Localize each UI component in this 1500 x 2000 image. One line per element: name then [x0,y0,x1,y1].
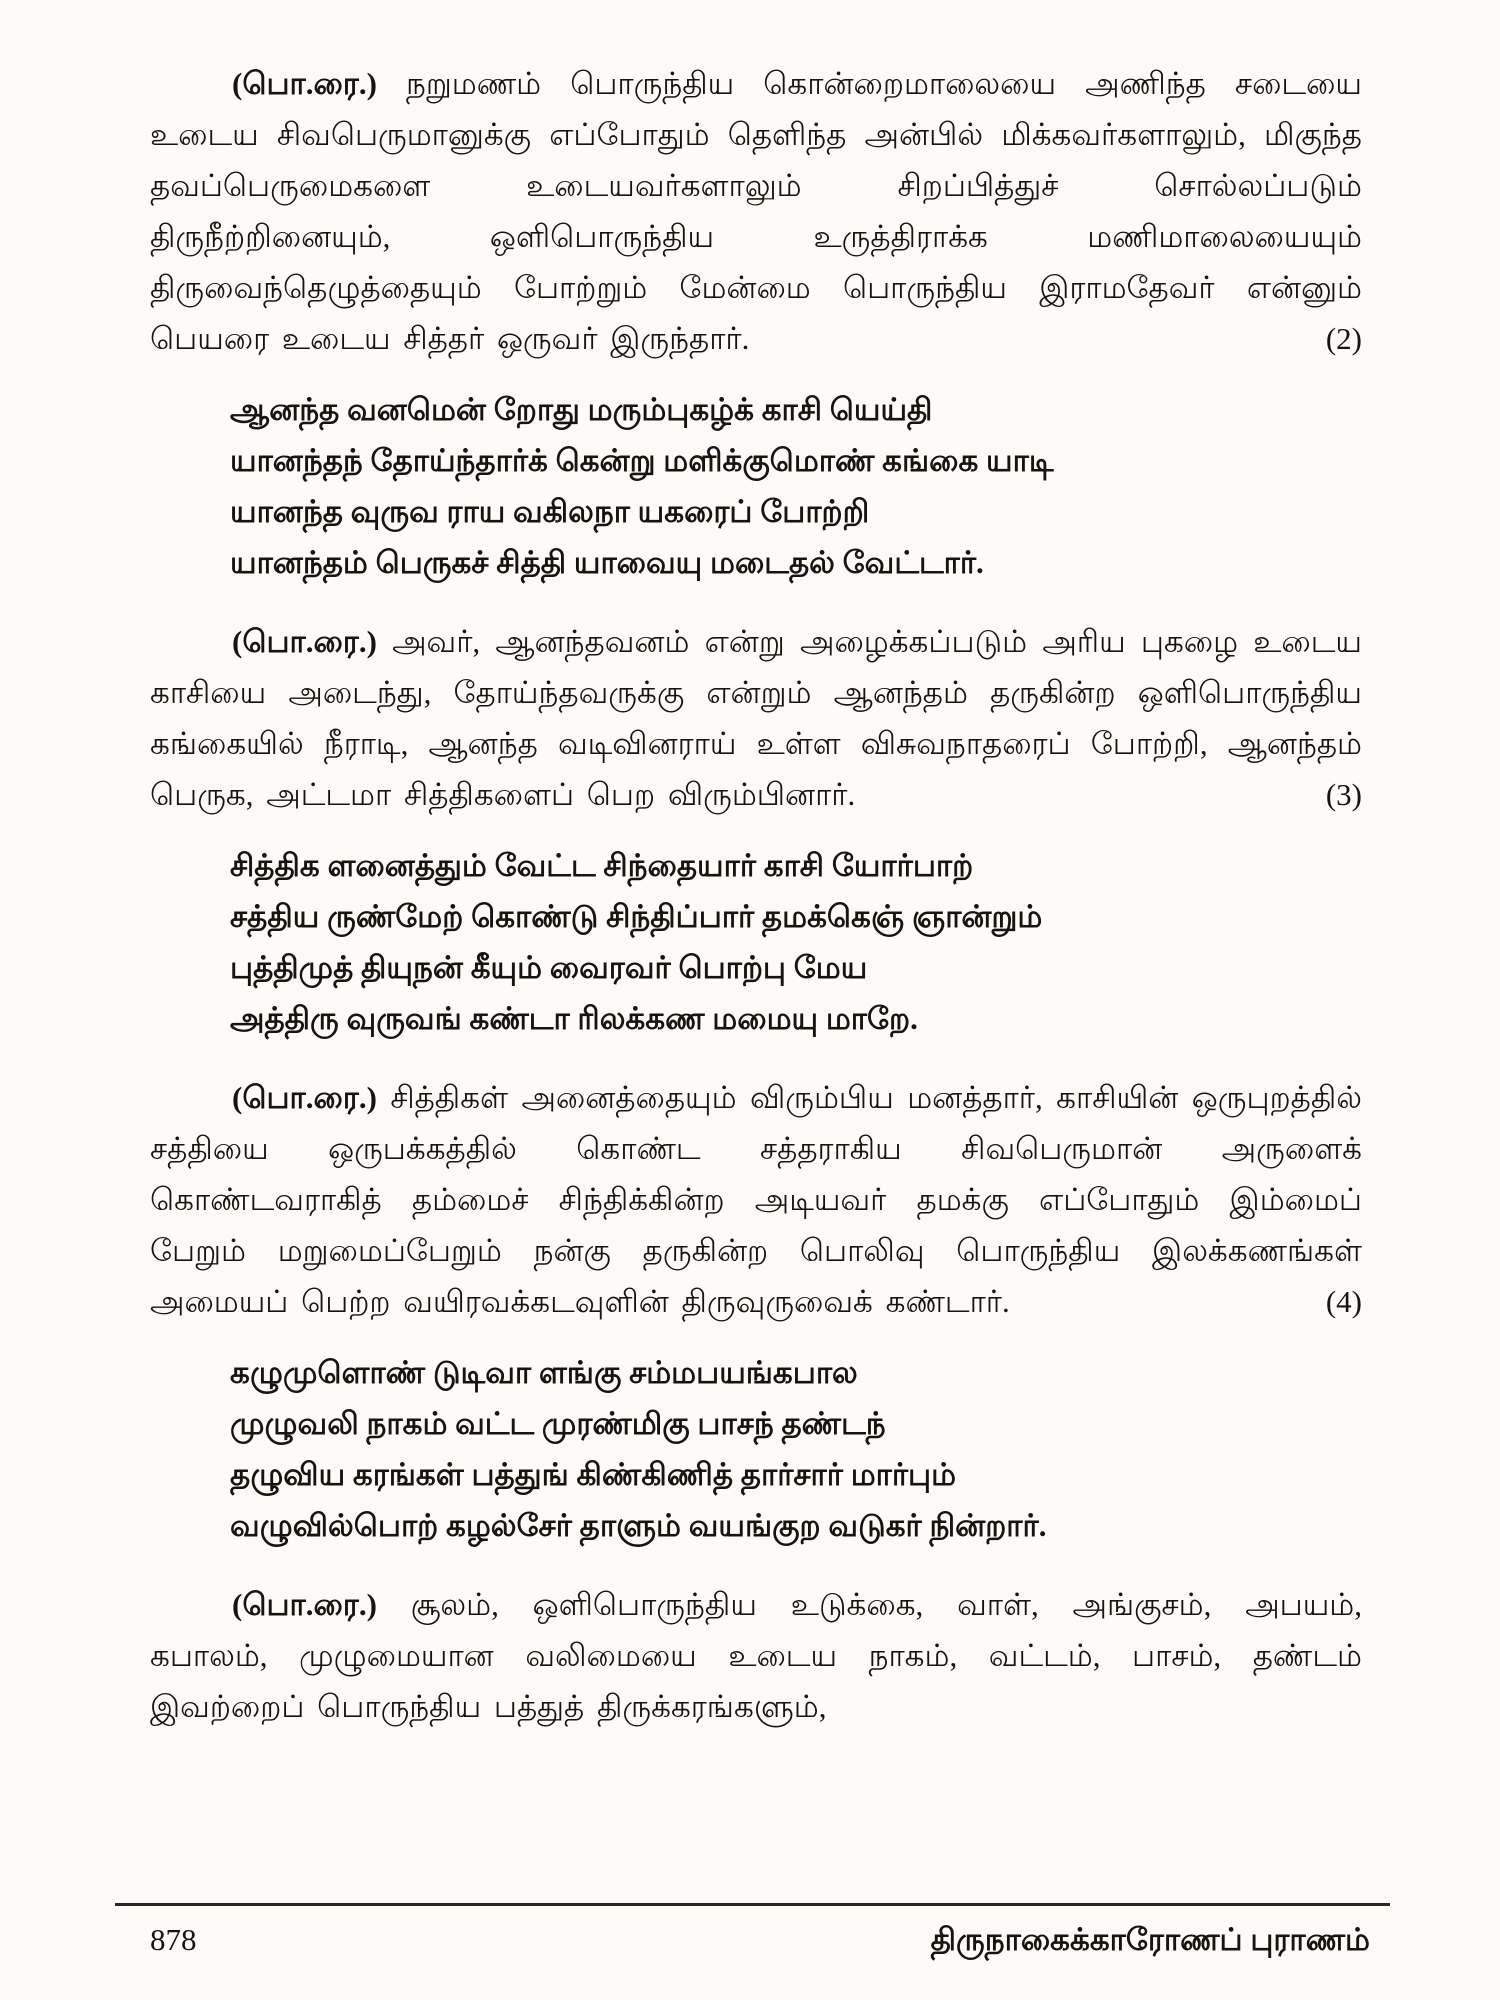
paragraph-text: அவர், ஆனந்தவனம் என்று அழைக்கப்படும் அரிய புகழை உடைய காசியை அடைந்து, தோய்ந்தவருக்கு என்றும் ஆனந்தம் தருகின்ற ஒளிபொருந்திய கங்கையில் நீராடி, ஆனந்த வடிவினராய் உள்ள விசுவநாதரைப் போற்றி, ஆனந்தம் பெருக, அட்டமா சித்திகளைப் பெற விரும்பினார். [150,624,1362,812]
paragraph-text: நறுமணம் பொருந்திய கொன்றைமாலையை அணிந்த சடையை உடைய சிவபெருமானுக்கு எப்போதும் தெளிந்த அன்பில் மிக்கவர்களாலும், மிகுந்த தவப்பெருமைகளை உடையவர்களாலும் சிறப்பித்துச் சொல்லப்படும் திருநீற்றினையும், ஒளிபொருந்திய உருத்திராக்க மணிமாலையையும் திருவைந்தெழுத்தையும் போற்றும் மேன்மை பொருந்திய இராமதேவர் என்னும் பெயரை உடைய சித்தர் ஒருவர் இருந்தார். [150,66,1362,356]
commentary-paragraph [150,1579,1362,1732]
paragraph-text: சூலம், ஒளிபொருந்திய உடுக்கை, வாள், அங்குசம், அபயம், கபாலம், முழுமையான வலிமையை உடைய நாகம், வட்டம், பாசம், தண்டம் இவற்றைப் பொருந்திய பத்துத் திருக்கரங்களும், [150,1587,1362,1724]
commentary-paragraph [150,1072,1362,1327]
verse-line: வழுவில்பொற் கழல்சேர் தாளும் வயங்குற வடுகர் நின்றார். [230,1508,1047,1543]
verse-line: கழுமுளொண் டுடிவா ளங்கு சம்மபயங்கபால [230,1355,858,1390]
page-number: 878 [150,1922,197,1957]
verse-line: முழுவலி நாகம் வட்ட முரண்மிகு பாசந் தண்டந் [230,1406,886,1441]
verse-number: (2) [1325,321,1362,356]
verse-line: அத்திரு வுருவங் கண்டா ரிலக்கண மமையு மாறே. [230,1001,918,1036]
verse-number: (4) [1325,1284,1362,1319]
commentary-label: (பொ.ரை.) [232,66,377,101]
commentary-label: (பொ.ரை.) [232,1080,377,1115]
verse-line: தழுவிய கரங்கள் பத்துங் கிண்கிணித் தார்சார் மார்பும் [230,1457,957,1492]
paragraph-text: சித்திகள் அனைத்தையும் விரும்பிய மனத்தார், காசியின் ஒருபுறத்தில் சத்தியை ஒருபக்கத்தில் கொண்ட சத்தராகிய சிவபெருமான் அருளைக் கொண்டவராகித் தம்மைச் சிந்திக்கின்ற அடியவர் தமக்கு எப்போதும் இம்மைப் பேறும் மறுமைப்பேறும் நன்கு தருகின்ற பொலிவு பொருந்திய இலக்கணங்கள் அமையப் பெற்ற வயிரவக்கடவுளின் திருவுருவைக் கண்டார். [150,1080,1362,1319]
verse-line: யானந்த வுருவ ராய வகிலநா யகரைப் போற்றி [230,494,870,529]
verse-line: புத்திமுத் தியுநன் கீயும் வைரவர் பொற்பு மேய [230,950,868,985]
verse-line: சத்திய ருண்மேற் கொண்டு சிந்திப்பார் தமக்கெஞ் ஞான்றும் [230,899,1043,934]
verse-line: ஆனந்த வனமென் றோது மரும்புகழ்க் காசி யெய்தி [230,392,933,427]
verse-line: யானந்தந் தோய்ந்தார்க் கென்று மளிக்குமொண் கங்கை யாடி [230,443,1054,478]
verse-line: யானந்தம் பெருகச் சித்தி யாவையு மடைதல் வேட்டார். [230,545,984,580]
commentary-paragraph [150,58,1362,364]
page-footer [115,1903,1390,1962]
verse-stanza [230,384,1362,588]
verse-stanza [230,1347,1362,1551]
verse-line: சித்திக ளனைத்தும் வேட்ட சிந்தையார் காசி யோர்பாற் [230,848,974,883]
verse-stanza [230,840,1362,1044]
commentary-label: (பொ.ரை.) [232,624,377,659]
verse-number: (3) [1325,777,1362,812]
commentary-label: (பொ.ரை.) [232,1587,377,1622]
commentary-paragraph [150,616,1362,820]
page-body [150,58,1362,1752]
book-title: திருநாகைக்காரோணப் புராணம் [930,1922,1370,1957]
